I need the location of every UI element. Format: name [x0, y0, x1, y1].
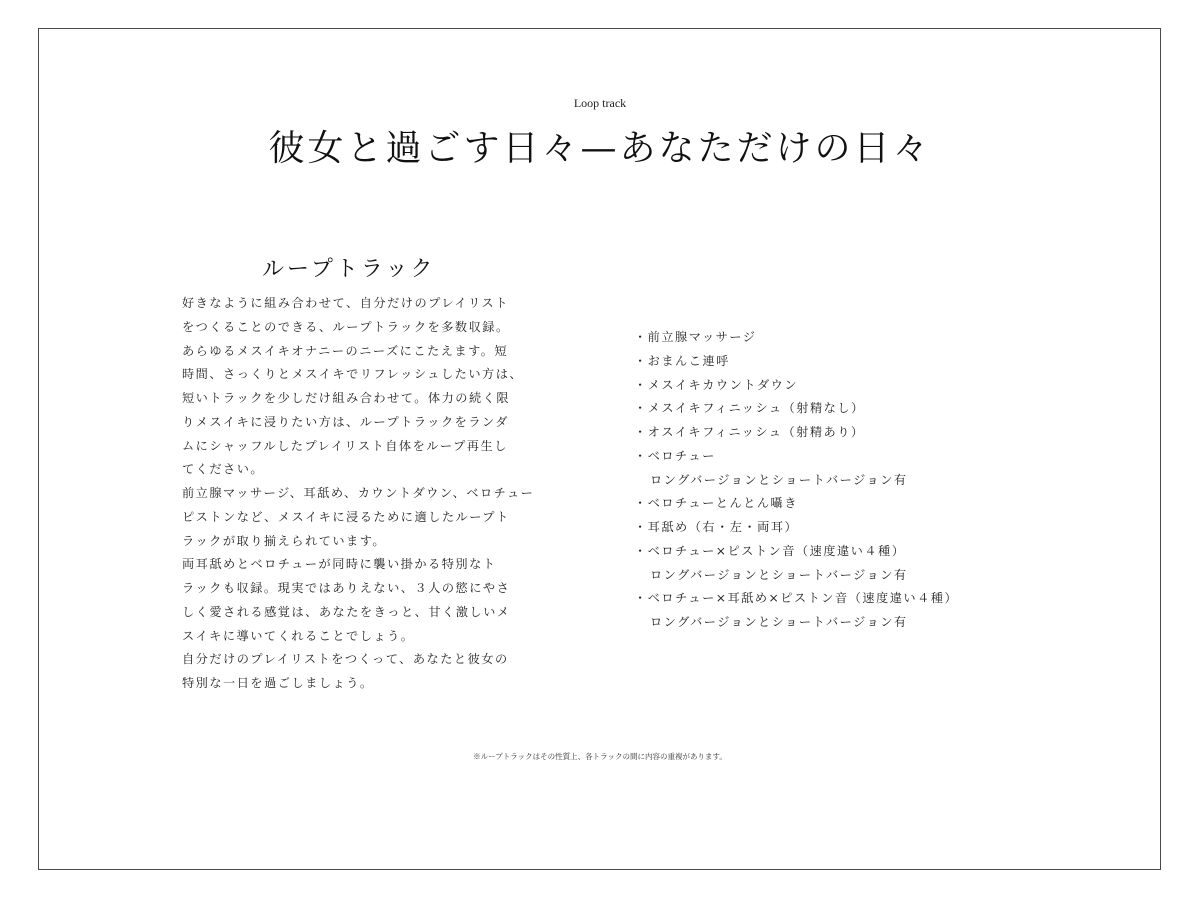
description-line: ムにシャッフルしたプレイリスト自体をループ再生し [182, 438, 508, 453]
description-line: 短いトラックを少しだけ組み合わせて。体力の続く限 [182, 391, 511, 405]
track-label: ・ベロチュー×ピストン音（速度違い４種） [634, 543, 906, 558]
track-item [634, 397, 958, 421]
track-label: ・前立腺マッサージ [634, 330, 757, 344]
description-line: 両耳舐めとベロチューが同時に襲い掛かる特別なト [182, 557, 497, 572]
track-item [634, 326, 958, 350]
description-line: をつくることのできる、ループトラックを多数収録。 [182, 319, 510, 334]
track-label: ・ベロチュー [634, 448, 716, 463]
description-line: 時間、さっくりとメスイキでリフレッシュしたい方は、 [182, 367, 524, 382]
track-label: ・オスイキフィニッシュ（射精あり） [634, 425, 865, 439]
description-line: ラックも収録。現実ではありえない、３人の慾にやさ [182, 581, 511, 595]
track-item [634, 587, 958, 635]
track-item [634, 350, 958, 374]
description-line: スイキに導いてくれることでしょう。 [182, 628, 415, 643]
track-label: ・ベロチュー×耳舐め×ピストン音（速度違い４種） [634, 591, 959, 606]
description-text [182, 292, 535, 696]
description-line: 特別な一日を過ごしましょう。 [182, 676, 374, 690]
track-version-note: ロングバージョンとショートバージョン有 [650, 472, 908, 487]
track-item [634, 374, 958, 398]
description-line: 好きなように組み合わせて、自分だけのプレイリスト [182, 296, 509, 310]
track-list [634, 326, 958, 635]
track-label: ・耳舐め（右・左・両耳） [634, 520, 799, 534]
description-line: ラックが取り揃えられています。 [182, 533, 387, 548]
footnote: ※ループトラックはその性質上、各トラックの間に内容の重複があります。 [473, 752, 727, 761]
description-line: りメスイキに浸りたい方は、ループトラックをランダ [182, 414, 509, 429]
track-item [634, 516, 958, 540]
track-item [634, 540, 958, 588]
description-line: しく愛される感覚は、あなたをきっと、甘く激しいメ [182, 604, 511, 619]
description-line: ピストンなど、メスイキに浸るために適したループト [182, 509, 510, 524]
page-title: 彼女と過ごす日々—あなただけの日々 [268, 128, 932, 169]
track-version-note: ロングバージョンとショートバージョン有 [650, 567, 908, 582]
track-item [634, 492, 958, 516]
track-item [634, 421, 958, 445]
page-subtitle: Loop track [573, 96, 627, 110]
track-label: ・メスイキカウントダウン [634, 377, 799, 392]
track-label: ・ベロチューとんとん囁き [634, 496, 798, 511]
track-label: ・メスイキフィニッシュ（射精なし） [634, 401, 865, 416]
track-label: ・おまんこ連呼 [634, 353, 730, 368]
track-item [634, 445, 958, 493]
track-version-note: ロングバージョンとショートバージョン有 [650, 615, 908, 629]
description-line: あらゆるメスイキオナニーのニーズにこたえます。短 [182, 343, 509, 358]
description-line: てください。 [182, 462, 265, 477]
description-line: 前立腺マッサージ、耳舐め、カウントダウン、ベロチュー [182, 486, 535, 500]
section-heading: ループトラック [262, 257, 436, 282]
description-line: 自分だけのプレイリストをつくって、あなたと彼女の [182, 652, 509, 667]
